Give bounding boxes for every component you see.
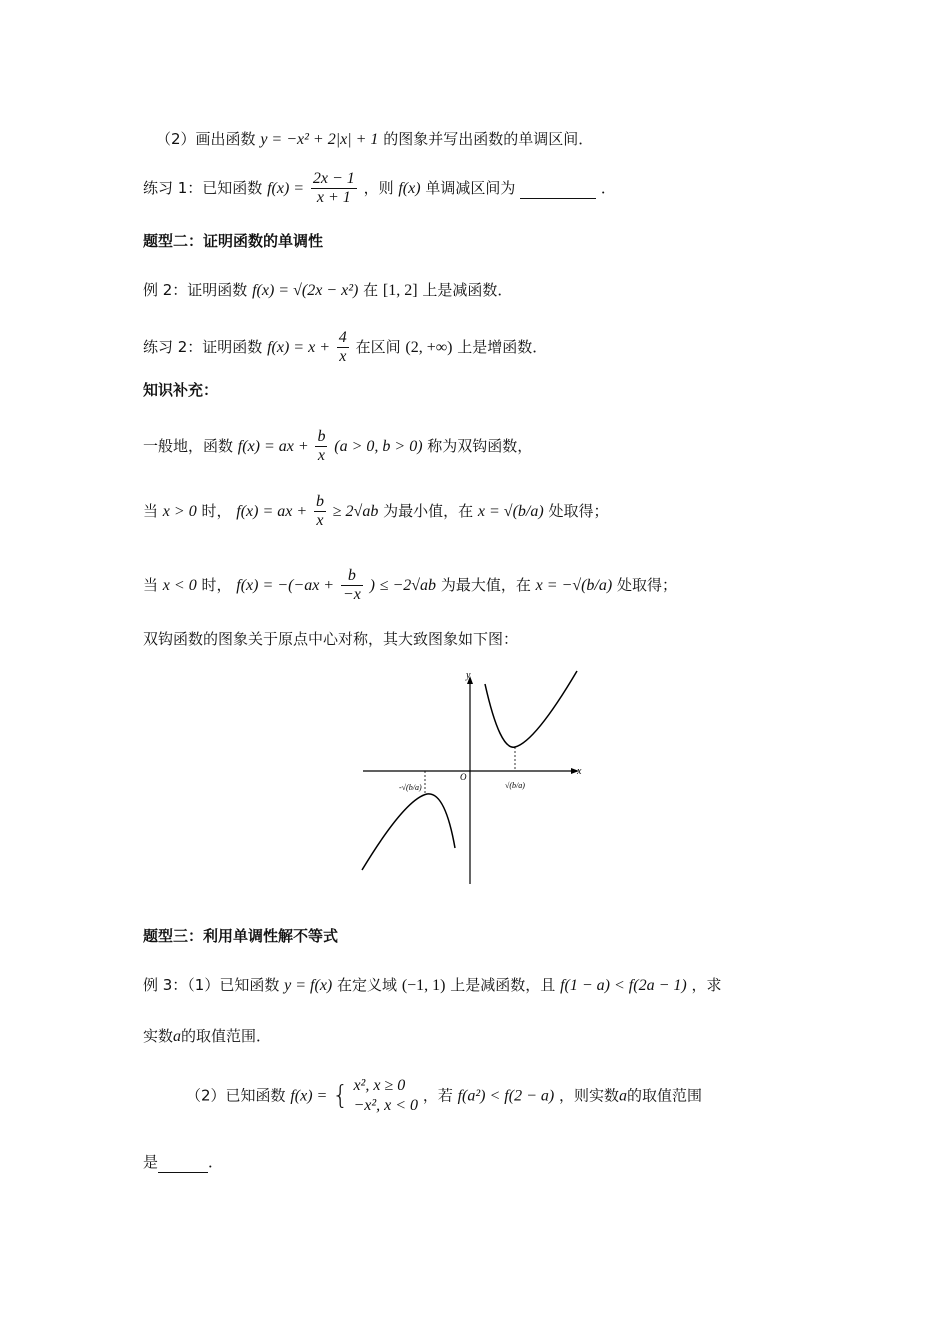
example-2-line — [143, 280, 512, 301]
example-3b-text: ，则实数 — [558, 1086, 619, 1105]
positive-fraction — [314, 493, 326, 530]
fraction-numerator: b — [315, 493, 324, 510]
example-3-line-2 — [143, 1026, 271, 1047]
exercise-1-comma: ，则 — [363, 179, 394, 197]
exercise-1-text: 单调减区间为 — [425, 179, 516, 197]
fraction-numerator: b — [317, 428, 326, 445]
example-3b-variable: a — [619, 1087, 627, 1105]
example-3b-inequality: f(a²) < f(2 − a) — [457, 1087, 555, 1105]
graph-intro: 双钩函数的图象关于原点中心对称，其大致图象如下图： — [143, 630, 519, 648]
fraction-denominator: x — [339, 348, 347, 365]
example-3-variable: a — [173, 1028, 182, 1045]
negative-inequality: ≤ −2√ab — [379, 577, 437, 594]
positive-tick-label: √(b/a) — [505, 781, 525, 790]
example-3-interval: (−1, 1) — [401, 977, 446, 994]
example-3-range-text: 的取值范围． — [181, 1027, 272, 1045]
example-3-label: 例 3：（1）已知函数 — [143, 976, 280, 994]
section-heading-supplement: 知识补充： — [143, 381, 219, 399]
fraction-numerator: 4 — [338, 329, 347, 346]
exercise-1-fraction — [311, 170, 357, 207]
curve-negative-branch — [362, 794, 455, 870]
exercise-1-line — [143, 170, 616, 207]
example-3b-end: ． — [208, 1153, 224, 1171]
hook-formula: f(x) = ax + — [237, 438, 309, 455]
negative-shi: 时， — [201, 576, 232, 594]
negative-when: 当 — [143, 576, 159, 594]
example-3b-label: （2）已知函数 — [186, 1086, 286, 1105]
exercise-1-end: ． — [600, 179, 616, 197]
exercise-1-label: 练习 1：已知函数 — [143, 179, 263, 197]
example-2-in: 在 — [363, 281, 379, 299]
negative-tick-label: -√(b/a) — [399, 783, 422, 792]
fraction-numerator: b — [341, 567, 363, 586]
piecewise-cases — [353, 1076, 418, 1116]
answer-blank[interactable] — [158, 1152, 208, 1173]
hook-function-graph — [355, 666, 595, 891]
exercise-2-interval: (2, +∞) — [405, 339, 453, 356]
example-3-formula: y = f(x) — [284, 977, 333, 994]
negative-text: 为最大值，在 — [440, 576, 531, 594]
positive-end: 处取得； — [548, 502, 609, 520]
exercise-1-fx: f(x) = — [267, 180, 305, 197]
example-3-ask: ，求 — [691, 976, 722, 994]
piecewise-case-2: −x², x < 0 — [353, 1097, 419, 1114]
question-2-line — [156, 129, 593, 150]
example-3-text: 上是减函数，且 — [450, 976, 556, 994]
fraction-numerator: 2x − 1 — [312, 170, 355, 187]
hook-condition: (a > 0, b > 0) — [334, 438, 423, 455]
exercise-2-label: 练习 2：证明函数 — [143, 338, 263, 356]
positive-case-line — [143, 493, 608, 530]
fraction-denominator: x + 1 — [316, 189, 351, 206]
negative-close-paren: ) — [369, 577, 375, 594]
negative-case-line — [143, 567, 677, 604]
positive-condition: x > 0 — [162, 503, 197, 520]
piecewise-case-1: x², x ≥ 0 — [353, 1077, 406, 1094]
example-3b-if: ，若 — [422, 1086, 453, 1105]
section-heading-type2: 题型二：证明函数的单调性 — [143, 232, 324, 250]
section-heading-type3: 题型三：利用单调性解不等式 — [143, 927, 339, 945]
example-3b-fx: f(x) = — [290, 1087, 328, 1105]
exercise-1-fx2: f(x) — [398, 180, 421, 197]
question-2-formula: y = −x² + 2|x| + 1 — [260, 131, 379, 148]
y-axis-label: y — [466, 670, 471, 681]
curve-positive-branch — [485, 671, 577, 747]
positive-text: 为最小值，在 — [383, 502, 474, 520]
x-axis-label: x — [577, 766, 582, 777]
positive-inequality: ≥ 2√ab — [332, 503, 379, 520]
fraction-denominator: −x — [342, 586, 361, 603]
hook-text: 称为双钩函数， — [427, 437, 533, 455]
hook-intro: 一般地，函数 — [143, 437, 234, 455]
exercise-2-formula: f(x) = x + — [267, 339, 330, 356]
example-3b-is: 是 — [143, 1153, 159, 1171]
example-3-real: 实数 — [143, 1027, 174, 1045]
question-2-label: （2）画出函数 — [156, 130, 256, 148]
answer-blank[interactable] — [520, 178, 596, 199]
example-2-formula: f(x) = √(2x − x²) — [252, 282, 359, 299]
positive-shi: 时， — [201, 502, 232, 520]
negative-argmax: x = −√(b/a) — [535, 577, 613, 594]
hook-definition-line — [143, 428, 532, 465]
example-3-domain-text: 在定义域 — [337, 976, 398, 994]
negative-condition: x < 0 — [162, 577, 197, 594]
positive-argmin: x = √(b/a) — [477, 503, 544, 520]
positive-when: 当 — [143, 502, 159, 520]
example-3b-line — [186, 1076, 702, 1116]
example-2-text: 上是减函数． — [422, 281, 513, 299]
negative-formula: f(x) = −(−ax + — [236, 577, 335, 594]
example-2-label: 例 2：证明函数 — [143, 281, 248, 299]
positive-formula: f(x) = ax + — [236, 503, 308, 520]
example-3b-line-2 — [143, 1152, 223, 1173]
exercise-2-line — [143, 329, 547, 366]
left-brace-icon: { — [332, 1080, 349, 1111]
fraction-denominator: x — [317, 447, 326, 464]
negative-fraction — [341, 567, 363, 604]
exercise-2-in: 在区间 — [355, 338, 401, 356]
example-2-interval: [1, 2] — [382, 282, 418, 299]
example-3b-range-text: 的取值范围 — [627, 1086, 703, 1105]
question-2-text: 的图象并写出函数的单调区间． — [383, 130, 594, 148]
negative-end: 处取得； — [616, 576, 677, 594]
hook-fraction — [315, 428, 327, 465]
example-3-line — [143, 975, 721, 996]
exercise-2-text: 上是增函数． — [457, 338, 548, 356]
origin-label: O — [460, 772, 467, 782]
example-3-inequality: f(1 − a) < f(2a − 1) — [560, 977, 687, 994]
exercise-2-fraction — [337, 329, 349, 366]
fraction-denominator: x — [316, 512, 324, 529]
